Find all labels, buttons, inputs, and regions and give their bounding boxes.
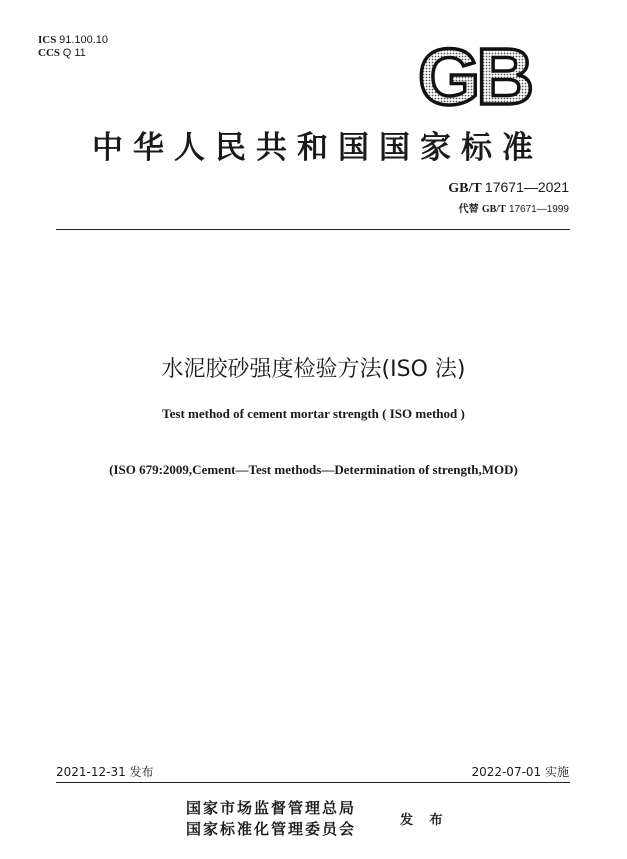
iso-reference: (ISO 679:2009,Cement—Test methods—Determination of strength,MOD) bbox=[109, 462, 518, 477]
standard-number-value: 17671—2021 bbox=[484, 179, 569, 195]
top-divider bbox=[56, 229, 570, 230]
page-title: 中华人民共和国国家标准 bbox=[92, 130, 543, 166]
ics-label: ICS bbox=[38, 34, 57, 46]
issuer-block bbox=[186, 798, 356, 840]
replaces-number: 17671—1999 bbox=[508, 204, 569, 215]
title-english: Test method of cement mortar strength ( ISO method ) bbox=[162, 406, 465, 421]
effective-date: 2022-07-01 实施 bbox=[471, 765, 569, 779]
ics-value: 91.100.10 bbox=[59, 34, 109, 46]
gb-logo-icon bbox=[410, 40, 538, 108]
ccs-value: Q 11 bbox=[62, 47, 86, 59]
gb-logo-text: GB bbox=[418, 40, 530, 108]
issuer-line-2: 国家标准化管理委员会 bbox=[186, 820, 357, 838]
replaces-prefix: GB/T bbox=[481, 204, 506, 215]
bottom-divider bbox=[56, 782, 570, 783]
replaces-label: 代替 bbox=[458, 204, 479, 215]
title-chinese: 水泥胶砂强度检验方法(ISO 法) bbox=[161, 357, 466, 382]
replaces-standard bbox=[459, 200, 569, 215]
ccs-label: CCS bbox=[38, 47, 61, 59]
issuer-line-1: 国家市场监督管理总局 bbox=[186, 799, 357, 817]
publish-date: 2021-12-31 发布 bbox=[56, 765, 154, 779]
release-label: 发 布 bbox=[400, 813, 449, 828]
gb-logo bbox=[410, 40, 538, 108]
ccs-code bbox=[38, 47, 86, 60]
standard-prefix: GB/T bbox=[448, 181, 482, 196]
ics-code bbox=[38, 34, 108, 47]
standard-number bbox=[448, 179, 569, 197]
